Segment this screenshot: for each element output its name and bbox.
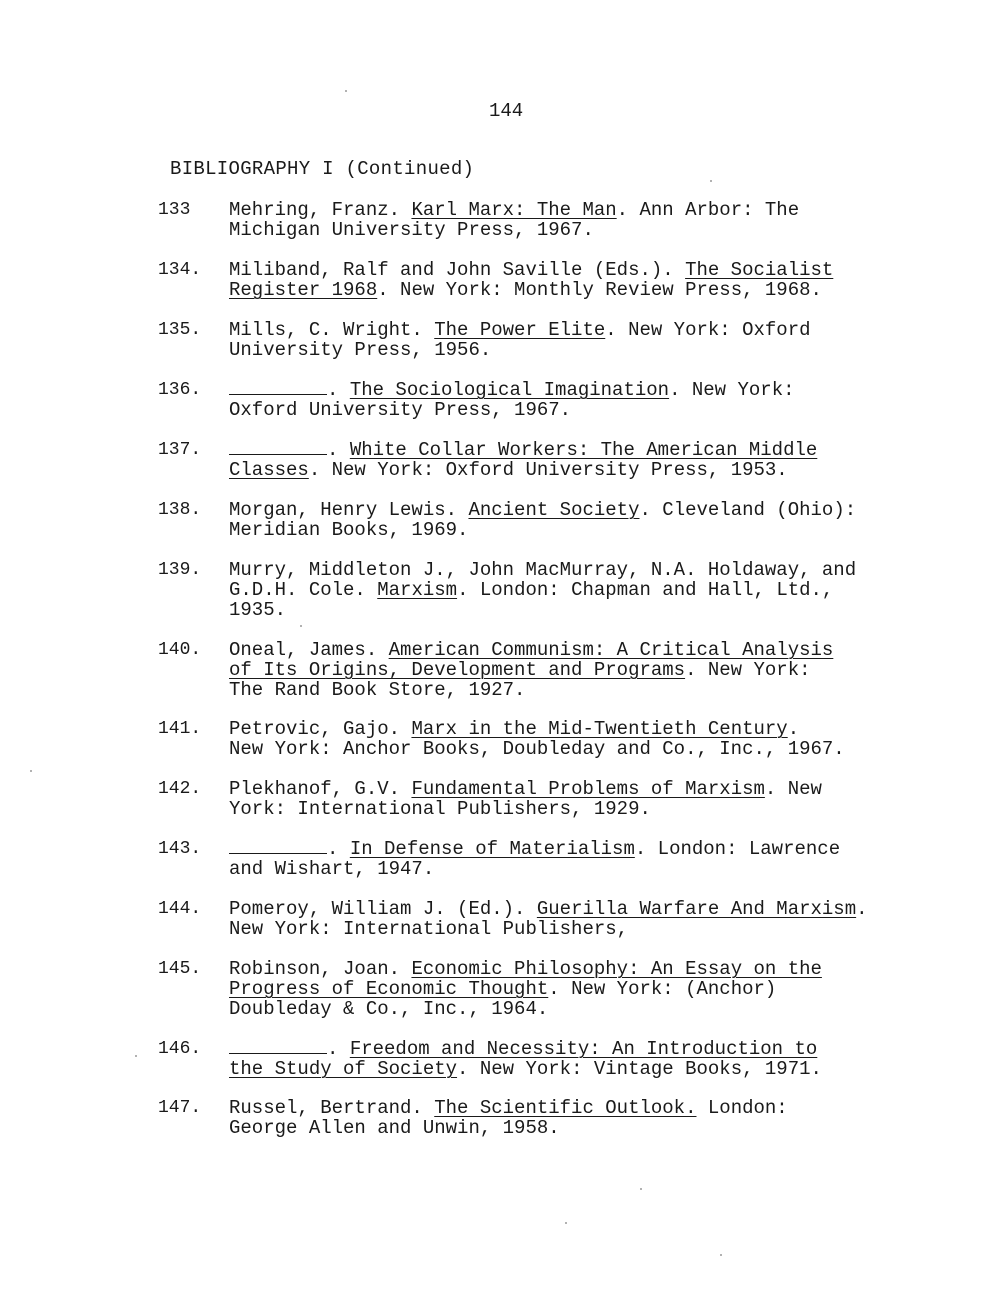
entry-number: 140. — [158, 640, 202, 660]
scan-speck — [710, 180, 712, 182]
entry-text — [229, 1039, 949, 1079]
entry-number: 143. — [158, 839, 202, 859]
entry-title: Fundamental Problems of Marxism — [411, 778, 765, 800]
ditto-blank — [229, 839, 327, 854]
entry-publisher: . New York: Vintage Books, 1971. — [457, 1058, 822, 1080]
ditto-blank — [229, 440, 327, 455]
entry-author: Plekhanof, G.V. — [229, 778, 412, 800]
entry-text — [229, 839, 949, 879]
scan-speck — [30, 770, 32, 772]
entry-text — [229, 1098, 949, 1138]
entry-publisher: . New York: Oxford University Press, 1953. — [308, 459, 788, 481]
entry-text — [229, 440, 949, 480]
entry-author: Mehring, Franz. — [229, 199, 412, 221]
entry-publisher: . London: Chapman and Hall, Ltd., — [457, 579, 834, 601]
entry-publisher: . New York: Oxford — [605, 319, 811, 341]
entry-publisher: . New York: — [669, 379, 795, 401]
entry-publisher: University Press, 1956. — [229, 339, 492, 361]
entry-author: . — [327, 379, 350, 401]
entry-text — [229, 260, 949, 300]
entry-title: Register 1968 — [229, 279, 378, 301]
entry-text — [229, 500, 949, 540]
entry-publisher: Meridian Books, 1969. — [229, 519, 469, 541]
entry-author: Miliband, Ralf and John Saville (Eds.). — [229, 259, 686, 281]
entry-title: The Scientific Outlook. — [434, 1097, 697, 1119]
entry-number: 142. — [158, 779, 202, 799]
entry-author: . — [327, 439, 350, 461]
scan-speck — [300, 625, 302, 627]
entry-publisher: The Rand Book Store, 1927. — [229, 679, 526, 701]
entry-number: 141. — [158, 719, 202, 739]
scan-speck — [345, 90, 347, 92]
entry-publisher: Michigan University Press, 1967. — [229, 219, 594, 241]
scan-speck — [565, 1222, 567, 1224]
entry-text — [229, 320, 949, 360]
entry-title: The Sociological Imagination — [349, 379, 670, 401]
entry-author: Oneal, James. — [229, 639, 389, 661]
entry-publisher: New York: International Publishers, — [229, 918, 629, 940]
entry-publisher: George Allen and Unwin, 1958. — [229, 1117, 560, 1139]
entry-title: Economic Philosophy: An Essay on the — [411, 958, 822, 980]
entry-number: 134. — [158, 260, 202, 280]
entry-text — [229, 640, 949, 700]
entry-publisher: . — [787, 718, 800, 740]
entry-title: Ancient Society — [468, 499, 640, 521]
entry-title: Guerilla Warfare And Marxism — [536, 898, 857, 920]
entry-number: 135. — [158, 320, 202, 340]
entry-publisher: . — [856, 898, 868, 920]
entry-text — [229, 899, 949, 939]
entry-author: Morgan, Henry Lewis. — [229, 499, 469, 521]
bibliography-heading: BIBLIOGRAPHY I (Continued) — [170, 158, 475, 180]
entry-publisher: Doubleday & Co., Inc., 1964. — [229, 998, 549, 1020]
entry-title: the Study of Society — [229, 1058, 458, 1080]
entry-number: 138. — [158, 500, 202, 520]
entry-publisher: . New York: — [685, 659, 811, 681]
entry-publisher: and Wishart, 1947. — [229, 858, 435, 880]
entry-publisher: . New York: (Anchor) — [548, 978, 777, 1000]
entry-number: 139. — [158, 560, 202, 580]
entry-text — [229, 719, 949, 759]
entry-text — [229, 560, 949, 620]
entry-title: Progress of Economic Thought — [229, 978, 549, 1000]
entry-publisher: 1935. — [229, 599, 287, 621]
entry-publisher: . Cleveland (Ohio): — [639, 499, 857, 521]
entry-publisher: London: — [696, 1097, 788, 1119]
entry-publisher: . London: Lawrence — [634, 838, 841, 860]
entry-author: Mills, C. Wright. — [229, 319, 435, 341]
scan-speck — [135, 1055, 137, 1057]
entry-title: The Socialist — [685, 259, 834, 281]
entry-author: Russel, Bertrand. — [229, 1097, 435, 1119]
entry-number: 136. — [158, 380, 202, 400]
entry-publisher: New York: Anchor Books, Doubleday and Co., Inc., 1967. — [229, 738, 845, 760]
entry-title: Classes — [229, 459, 309, 481]
entry-text — [229, 959, 949, 1019]
entry-title: Marx in the Mid-Twentieth Century — [411, 718, 788, 740]
entry-author: . — [327, 1038, 350, 1060]
entry-title: Marxism — [377, 579, 458, 601]
entry-publisher: . Ann Arbor: The — [616, 199, 800, 221]
entry-title: In Defense of Materialism — [349, 838, 635, 860]
entry-publisher: Oxford University Press, 1967. — [229, 399, 572, 421]
entry-publisher: York: International Publishers, 1929. — [229, 798, 651, 820]
ditto-blank — [229, 1039, 327, 1054]
entry-title: Freedom and Necessity: An Introduction to — [349, 1038, 818, 1060]
entry-text — [229, 779, 949, 819]
entry-title: The Power Elite — [434, 319, 606, 341]
entry-number: 146. — [158, 1039, 202, 1059]
entry-title: American Communism: A Critical Analysis — [388, 639, 834, 661]
ditto-blank — [229, 380, 327, 395]
entry-author: . — [327, 838, 350, 860]
entry-title: Karl Marx: The Man — [411, 199, 617, 221]
entry-publisher: . New — [764, 778, 822, 800]
entry-author: Pomeroy, William J. (Ed.). — [229, 898, 537, 920]
entry-publisher: . New York: Monthly Review Press, 1968. — [377, 279, 822, 301]
entry-text — [229, 380, 949, 420]
entry-text — [229, 200, 949, 240]
entry-number: 145. — [158, 959, 202, 979]
entry-author: G.D.H. Cole. — [229, 579, 378, 601]
entry-number: 133 — [158, 200, 191, 220]
entry-author: Petrovic, Gajo. — [229, 718, 412, 740]
page-number: 144 — [489, 100, 524, 122]
entry-title: of Its Origins, Development and Programs — [229, 659, 686, 681]
entry-author: Robinson, Joan. — [229, 958, 412, 980]
scan-speck — [640, 1188, 642, 1190]
entry-title: White Collar Workers: The American Middle — [349, 439, 818, 461]
scan-speck — [720, 1254, 722, 1256]
entry-number: 137. — [158, 440, 202, 460]
entry-number: 144. — [158, 899, 202, 919]
entry-author: Murry, Middleton J., John MacMurray, N.A. Holdaway, and — [229, 559, 857, 581]
entry-number: 147. — [158, 1098, 202, 1118]
